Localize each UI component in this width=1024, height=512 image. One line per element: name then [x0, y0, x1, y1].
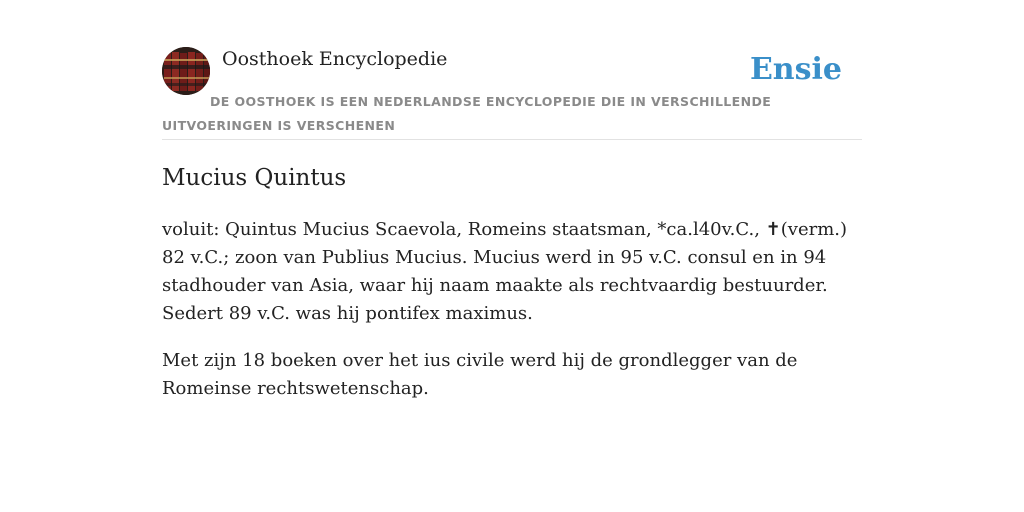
encyclopedia-books-icon[interactable]	[162, 47, 210, 95]
article-paragraph: voluit: Quintus Mucius Scaevola, Romeins staatsman, *ca.l40v.C., ✝(verm.) 82 v.C.; zoon van Publius Mucius. Mucius werd in 95 v.C. consul en in 94 stadhouder van Asia, waar hij naam maakte als rechtvaardig bestuurder. Sedert 89 v.C. was hij pontifex maximus.	[162, 219, 848, 324]
site-header	[162, 44, 862, 140]
site-name[interactable]: Oosthoek Encyclopedie	[222, 48, 448, 70]
site-tagline: DE OOSTHOEK IS EEN NEDERLANDSE ENCYCLOPEDIE DIE IN VERSCHILLENDE UITVOERINGEN IS VERSCHENEN	[162, 94, 772, 133]
brand-logo[interactable]: Ensie	[749, 52, 842, 87]
article-paragraph: Met zijn 18 boeken over het ius civile werd hij de grondlegger van de Romeinse rechtswetenschap.	[162, 350, 798, 399]
article-body	[162, 216, 862, 422]
article-title: Mucius Quintus	[162, 165, 347, 191]
